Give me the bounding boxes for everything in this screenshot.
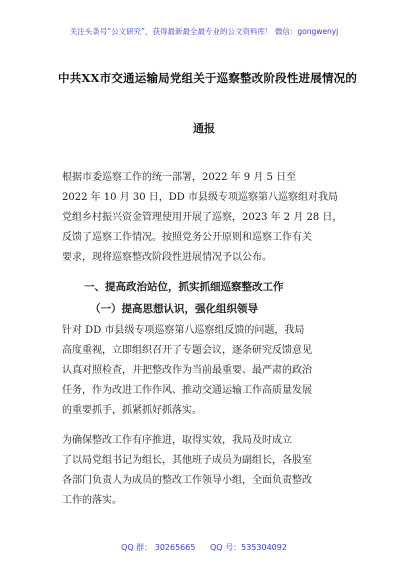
paragraph-line: 认真对照检查，并把整改作为当前最重要、最严肃的政治 (62, 365, 312, 376)
paragraph-line: 工作的落实。 (62, 495, 122, 506)
paragraph-line: 了以局党组书记为组长，其他班子成员为副组长，各股室 (62, 455, 312, 466)
section-heading-1: 一、提高政治站位，抓实抓细巡察整改工作 (84, 281, 284, 293)
document-subtitle: 通报 (193, 122, 215, 135)
paragraph-response (62, 321, 344, 421)
paragraph-line: 要求，现将巡察整改阶段性进展情况予以公布。 (62, 252, 272, 263)
paragraph-line: 的重要抓手，抓紧抓好抓落实。 (62, 405, 202, 416)
paragraph-line: 针对 DD 市县级专项巡察第八巡察组反馈的问题，我局 (62, 325, 305, 336)
paragraph-intro (62, 168, 344, 268)
paragraph-line: 各部门负责人为成员的整改工作领导小组，全面负责整改 (62, 475, 312, 486)
paragraph-line: 反馈了巡察工作情况。按照党务公开原则和巡察工作有关 (62, 232, 312, 243)
paragraph-line: 党组乡村振兴资金管理使用开展了巡察，2023 年 2 月 28 日， (62, 212, 343, 223)
footer-qq-group: QQ 群： 30265665 (121, 543, 196, 552)
paragraph-line: 2022 年 10 月 30 日，DD 市县级专项巡察第八巡察组对我局 (62, 192, 339, 203)
footer-qq-number: QQ 号：535304092 (210, 543, 287, 552)
document-title: 中共XX市交通运输局党组关于巡察整改阶段性进展情况的 (58, 71, 358, 85)
paragraph-line: 任务，作为改进工作作风、推动交通运输工作高质量发展 (62, 385, 312, 396)
paragraph-line: 为确保整改工作有序推进，取得实效，我局及时成立 (62, 435, 292, 446)
paragraph-line: 高度重视，立即组织召开了专题会议，逐条研究反馈意见 (62, 345, 312, 356)
paragraph-leadership (62, 431, 344, 511)
paragraph-line: 根据市委巡察工作的统一部署，2022 年 9 月 5 日至 (62, 172, 297, 183)
subsection-heading-1: （一）提高思想认识，强化组织领导 (90, 303, 258, 315)
header-note: 关注头条号“公文研究”，获得最新最全最专业的公文资料库！ 微信：gongwenyj (69, 27, 339, 36)
footer-contact (0, 542, 408, 553)
